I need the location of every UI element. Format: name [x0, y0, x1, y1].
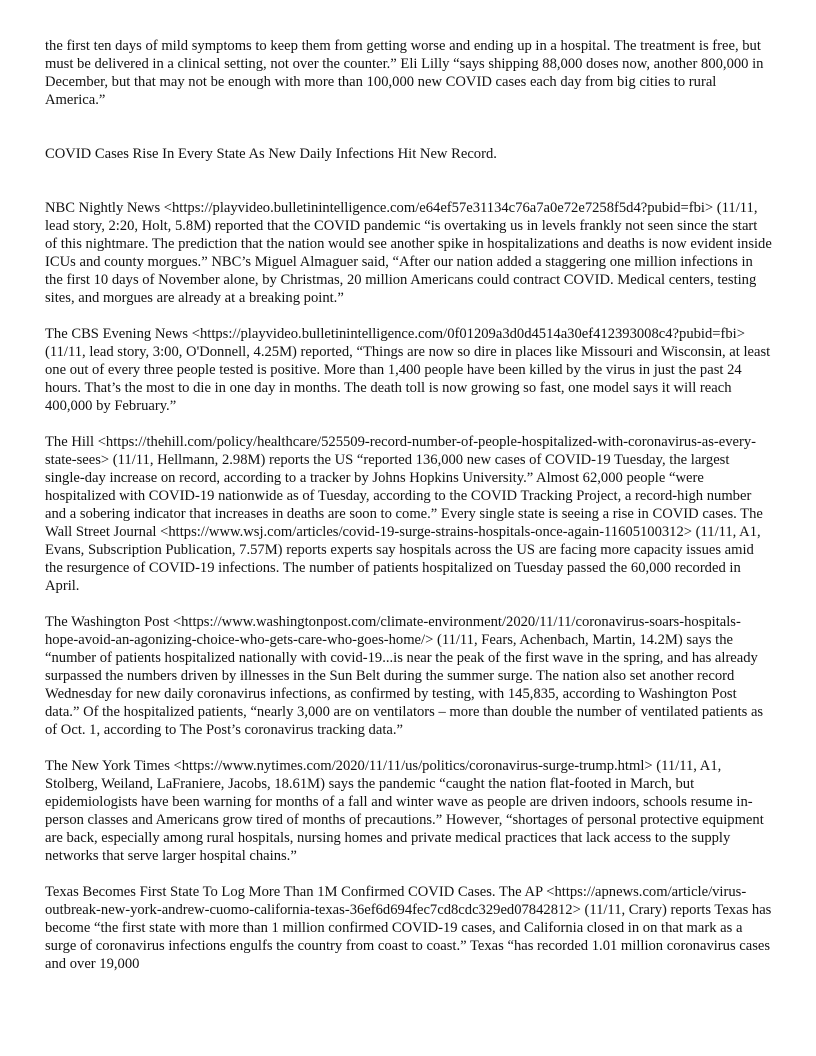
paragraph-new-york-times: The New York Times <https://www.nytimes.com/2020/11/11/us/politics/coronavirus-surge-trump.html> (11/11, A1, Stolberg, Weiland, LaFraniere, Jacobs, 18.61M) says the pandemic “caught the nation flat-footed in March, but epidemiologists have been warning for months of a fall and winter wave as people are driven indoors, schools resume in-person classes and Americans grow tired of months of precautions.” However, “shortages of personal protective equipment are back, especially among rural hospitals, nursing homes and private medical practices that lack access to the supply networks that serve larger hospital chains.” — [45, 758, 764, 864]
paragraph-cbs-evening-news: The CBS Evening News <https://playvideo.bulletinintelligence.com/0f01209a3d0d4514a30ef412393008c4?pubid=fbi> (11/11, lead story, 3:00, O'Donnell, 4.25M) reported, “Things are now so dire in places like Missouri and Wisconsin, at least one out of every three people tested is positive. More than 1,400 people have been killed by the virus in just the past 24 hours. That’s the most to die in one day in months. The death toll is now growing so fast, one model says it will reach 400,000 by February.” — [45, 326, 771, 414]
paragraph-eli-lilly-treatment: the first ten days of mild symptoms to keep them from getting worse and ending up in a hospital. The treatment is free, but must be delivered in a clinical setting, not over the counter.” Eli Lilly “says shipping 88,000 doses now, another 800,000 in December, but that may not be enough with more than 100,000 new COVID cases each day from big cities to rural America.” — [45, 38, 764, 108]
paragraph-texas-first-state: Texas Becomes First State To Log More Than 1M Confirmed COVID Cases. The AP <https://apnews.com/article/virus-outbreak-new-york-andrew-cuomo-california-texas-36ef6d694fec7cd8cdc329ed07842812> (11/11, Crary) reports Texas has become “the first state with more than 1 million confirmed COVID-19 cases, and California closed in on that mark as a surge of coronavirus infections engulfs the country from coast to coast.” Texas “has recorded 1.01 million coronavirus cases and over 19,000 — [45, 884, 772, 972]
paragraph-washington-post: The Washington Post <https://www.washingtonpost.com/climate-environment/2020/11/11/coronavirus-soars-hospitals-hope-avoid-an-agonizing-choice-who-gets-care-who-goes-home/> (11/11, Fears, Achenbach, Martin, 14.2M) says the “number of patients hospitalized nationally with covid-19...is near the peak of the first wave in the spring, and has already surpassed the numbers driven by illnesses in the Sun Belt during the summer surge. The nation also set another record Wednesday for new daily coronavirus infections, as confirmed by testing, with 145,835, according to Washington Post data.” Of the hospitalized patients, “nearly 3,000 are on ventilators – more than double the number of ventilated patients as of Oct. 1, according to The Post’s coronavirus tracking data.” — [45, 614, 764, 738]
paragraph-nbc-nightly-news: NBC Nightly News <https://playvideo.bulletinintelligence.com/e64ef57e31134c76a7a0e72e7258f5d4?pubid=fbi> (11/11, lead story, 2:20, Holt, 5.8M) reported that the COVID pandemic “is overtaking us in levels frankly not seen since the start of this nightmare. The prediction that the nation would see another spike in hospitalizations and deaths is now evident inside ICUs and county morgues.” NBC’s Miguel Almaguer said, “After our nation added a staggering one million infections in the first 10 days of November alone, by Christmas, 20 million Americans could contract COVID. Medical centers, testing sites, and morgues are already at a breaking point.” — [45, 200, 772, 306]
section-heading-covid-cases-rise: COVID Cases Rise In Every State As New Daily Infections Hit New Record. — [45, 146, 497, 162]
spacer — [45, 181, 772, 199]
spacer — [45, 127, 772, 145]
document-page — [45, 37, 772, 991]
paragraph-the-hill: The Hill <https://thehill.com/policy/healthcare/525509-record-number-of-people-hospitalized-with-coronavirus-as-every-state-sees> (11/11, Hellmann, 2.98M) reports the US “reported 136,000 new cases of COVID-19 Tuesday, the largest single-day increase on record, according to a tracker by Johns Hopkins University.” Almost 62,000 people “were hospitalized with COVID-19 nationwide as of Tuesday, according to the COVID Tracking Project, a record-high number and a sobering indicator that increases in deaths are soon to come.” Every single state is seeing a rise in COVID cases. The Wall Street Journal <https://www.wsj.com/articles/covid-19-surge-strains-hospitals-once-again-11605100312> (11/11, A1, Evans, Subscription Publication, 7.57M) reports experts say hospitals across the US are facing more capacity issues amid the resurgence of COVID-19 infections. The number of patients hospitalized on Tuesday passed the 60,000 recorded in April. — [45, 434, 763, 594]
